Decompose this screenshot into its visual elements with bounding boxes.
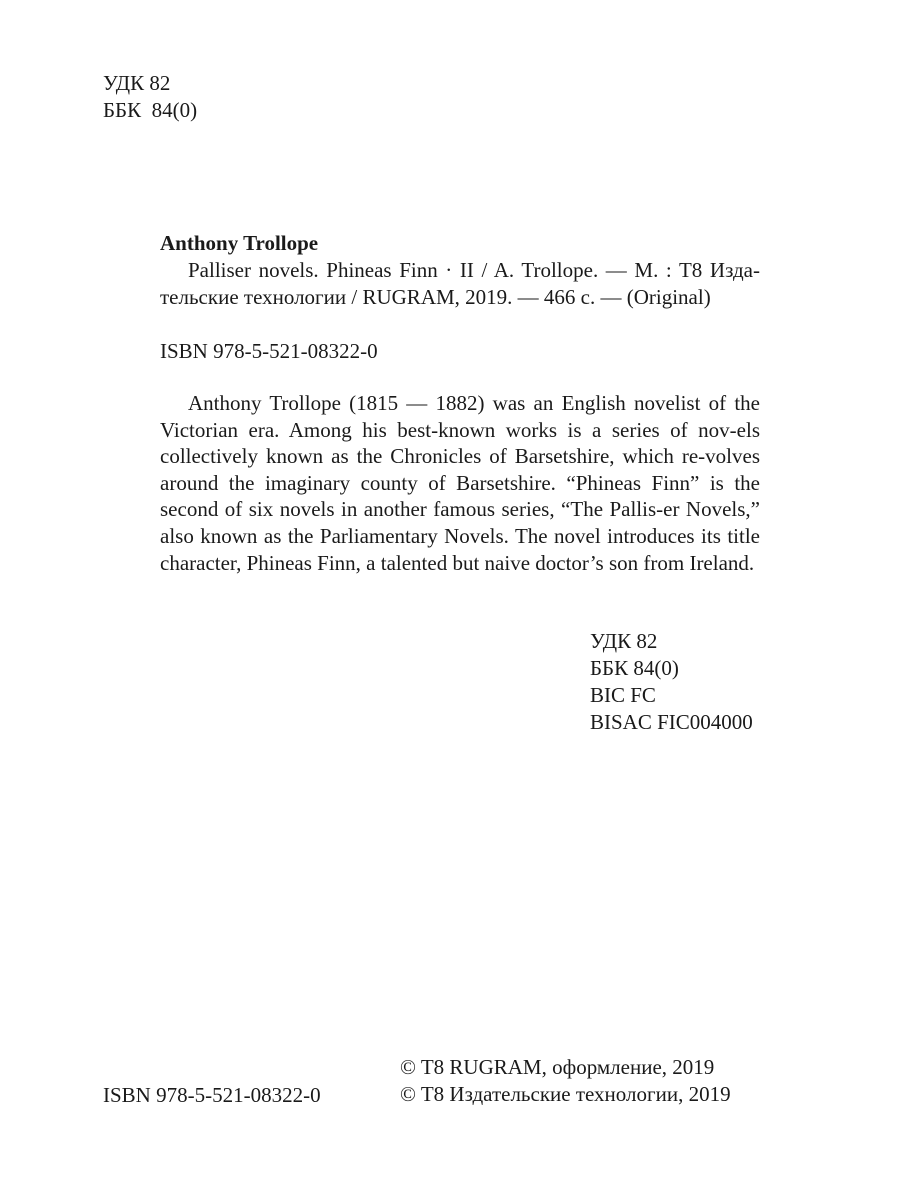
copyright-publisher: © T8 Издательские технологии, 2019 [400, 1082, 731, 1106]
isbn-number-footer: ISBN 978-5-521-08322-0 [103, 1083, 321, 1107]
bibliographic-description: Palliser novels. Phineas Finn · II / A. Trollope. — M. : T8 Изда-тельские технологии / RUGRAM, 2019. — 466 c. — (Original) [160, 258, 760, 309]
bbk-code: ББК 84(0) [103, 98, 198, 122]
isbn-catalog [160, 338, 378, 365]
classification-codes [590, 628, 753, 736]
isbn-number: ISBN 978-5-521-08322-0 [160, 339, 378, 363]
author-name: Anthony Trollope [160, 231, 319, 255]
udk-code-secondary: УДК 82 [590, 629, 658, 653]
footer-isbn [103, 1082, 321, 1109]
copyright-block [400, 1054, 731, 1108]
udk-code: УДК 82 [103, 71, 171, 95]
bisac-code: BISAC FIC004000 [590, 710, 753, 734]
catalog-entry [160, 230, 760, 311]
bbk-code-secondary: ББК 84(0) [590, 656, 679, 680]
header-classification-codes [103, 70, 197, 124]
book-abstract: Anthony Trollope (1815 — 1882) was an English novelist of the Victorian era. Among his best-known works is a series of nov-els collectively known as the Chronicles of Barsetshire, which re-volves around the imaginary county of Barsetshire. “Phineas Finn” is the second of six novels in another famous series, “The Pallis-er Novels,” also known as the Parliamentary Novels. The novel introduces its title character, Phineas Finn, a talented but naive doctor’s son from Ireland. [160, 391, 760, 575]
bic-code: BIC FC [590, 683, 656, 707]
copyright-design: © T8 RUGRAM, оформление, 2019 [400, 1055, 715, 1079]
